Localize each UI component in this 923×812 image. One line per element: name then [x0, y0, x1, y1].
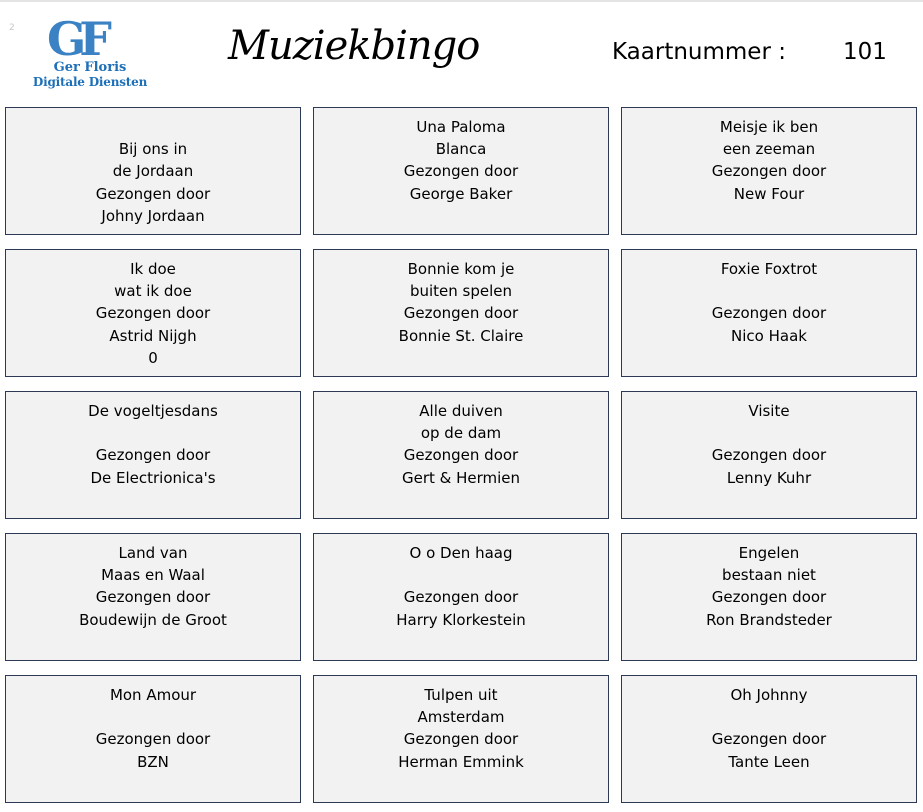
song-line-3: Gezongen door	[95, 730, 211, 749]
song-line-5	[314, 489, 608, 511]
song-line-3: Gezongen door	[95, 446, 211, 465]
song-line-1: Meisje ik ben	[719, 118, 819, 136]
song-line-4: Herman Emmink	[398, 752, 524, 771]
song-entry	[314, 116, 608, 227]
song-line-2: wat ik doe	[114, 282, 192, 301]
song-entry	[6, 116, 300, 227]
song-entry	[622, 400, 916, 511]
song-line-4: Nico Haak	[731, 326, 807, 345]
logo-mark: GF	[47, 12, 105, 66]
song-line-2: Amsterdam	[417, 708, 505, 727]
song-line-3: Gezongen door	[403, 304, 519, 323]
song-entry	[622, 684, 916, 795]
bingo-cell	[621, 391, 917, 519]
song-line-1: Ik doe	[130, 260, 176, 278]
song-line-1: De vogeltjesdans	[88, 402, 218, 420]
song-line-1: Tulpen uit	[424, 686, 498, 704]
song-line-5	[622, 631, 916, 653]
song-line-4: Ron Brandsteder	[706, 610, 832, 629]
song-line-5: 0	[148, 348, 158, 367]
song-line-2	[6, 706, 300, 728]
bingo-cell	[621, 249, 917, 377]
card-number-value: 101	[843, 39, 887, 65]
song-line-5	[314, 205, 608, 227]
song-line-3: Gezongen door	[403, 588, 519, 607]
song-line-1: Visite	[748, 402, 790, 420]
song-line-4: Tante Leen	[728, 752, 810, 771]
card-number-label: Kaartnummer :	[612, 39, 786, 65]
song-line-1: Alle duiven	[419, 402, 503, 420]
song-line-4: Bonnie St. Claire	[398, 326, 524, 345]
song-line-4: Lenny Kuhr	[726, 468, 812, 487]
song-line-3: de Jordaan	[112, 162, 194, 181]
song-line-4: Boudewijn de Groot	[79, 610, 227, 629]
song-entry	[6, 542, 300, 653]
song-line-3: Gezongen door	[403, 730, 519, 749]
song-line-4: BZN	[137, 752, 169, 771]
song-line-3: Gezongen door	[95, 304, 211, 323]
song-line-2	[622, 422, 916, 444]
song-line-1: Engelen	[738, 544, 800, 562]
song-line-4: New Four	[733, 184, 805, 203]
bingo-cell	[313, 391, 609, 519]
song-line-5: Johny Jordaan	[101, 206, 205, 225]
song-line-3: Gezongen door	[711, 588, 827, 607]
song-line-3: Gezongen door	[711, 446, 827, 465]
page-title: Muziekbingo	[228, 23, 480, 69]
song-entry	[6, 400, 300, 511]
bingo-cell	[313, 533, 609, 661]
song-line-4: Astrid Nijgh	[109, 326, 197, 345]
song-line-2	[6, 422, 300, 444]
song-line-3: Gezongen door	[95, 588, 211, 607]
song-line-1: Land van	[118, 544, 188, 562]
bingo-cell	[5, 391, 301, 519]
song-line-1: Oh Johnny	[730, 686, 808, 704]
song-line-4: George Baker	[409, 184, 513, 203]
song-line-4: Gert & Hermien	[401, 468, 521, 487]
song-line-5	[6, 631, 300, 653]
bingo-cell	[621, 533, 917, 661]
song-line-1: Mon Amour	[109, 686, 197, 704]
song-line-5	[6, 773, 300, 795]
song-line-2: een zeeman	[722, 140, 816, 159]
song-entry	[314, 684, 608, 795]
logo-company-name: Ger Floris	[53, 60, 127, 75]
song-line-4: Harry Klorkestein	[396, 610, 526, 629]
song-line-2	[314, 564, 608, 586]
song-line-3: Gezongen door	[711, 730, 827, 749]
bingo-cell	[621, 675, 917, 803]
song-entry	[6, 684, 300, 795]
song-line-3: Gezongen door	[403, 162, 519, 181]
song-entry	[622, 116, 916, 227]
song-line-5	[314, 347, 608, 369]
song-line-1: Foxie Foxtrot	[720, 260, 818, 278]
song-line-3: Gezongen door	[711, 304, 827, 323]
bingo-cell	[621, 107, 917, 235]
song-line-3: Gezongen door	[711, 162, 827, 181]
bingo-cell	[313, 107, 609, 235]
bingo-cell	[5, 533, 301, 661]
song-line-3: Gezongen door	[403, 446, 519, 465]
song-line-5	[314, 631, 608, 653]
bingo-cell	[5, 249, 301, 377]
song-line-5	[622, 773, 916, 795]
song-entry	[314, 542, 608, 653]
song-line-1: O o Den haag	[409, 544, 513, 562]
song-line-5	[622, 489, 916, 511]
song-line-2: buiten spelen	[409, 282, 513, 301]
song-line-2: Blanca	[435, 140, 487, 159]
bingo-cell	[5, 675, 301, 803]
song-line-5	[622, 347, 916, 369]
song-line-5	[6, 489, 300, 511]
logo-company-tagline: Digitale Diensten	[32, 75, 148, 89]
song-line-2: Maas en Waal	[101, 566, 205, 585]
song-line-4: De Electrionica's	[90, 468, 216, 487]
song-entry	[622, 258, 916, 369]
song-line-2	[622, 280, 916, 302]
bingo-cell	[313, 249, 609, 377]
song-line-4: Gezongen door	[95, 184, 211, 203]
song-entry	[314, 258, 608, 369]
song-line-5	[622, 205, 916, 227]
company-logo	[27, 14, 153, 90]
top-rule	[0, 0, 923, 2]
song-line-2	[622, 706, 916, 728]
song-line-5	[314, 773, 608, 795]
song-line-1: Bonnie kom je	[407, 260, 515, 278]
song-entry	[622, 542, 916, 653]
bingo-cell	[313, 675, 609, 803]
song-line-2: Bij ons in	[118, 140, 188, 159]
song-line-1	[6, 116, 300, 138]
song-entry	[6, 258, 300, 369]
song-entry	[314, 400, 608, 511]
song-line-2: op de dam	[420, 424, 502, 443]
bingo-cell	[5, 107, 301, 235]
page-marker: 2	[9, 23, 15, 33]
song-line-1: Una Paloma	[416, 118, 506, 136]
song-line-2: bestaan niet	[722, 566, 816, 585]
